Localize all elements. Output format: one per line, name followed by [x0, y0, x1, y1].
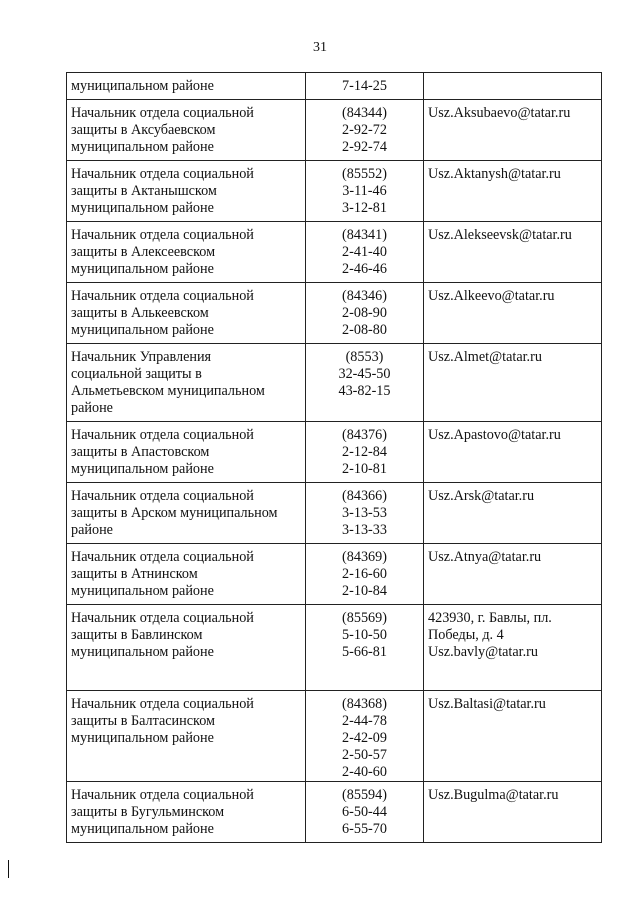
phone-number: (85594) — [342, 787, 387, 803]
table-row — [67, 544, 602, 605]
table-row — [67, 344, 602, 422]
phone-number: 2-44-78 — [342, 713, 387, 729]
phone-cell — [306, 100, 424, 161]
page-number: 31 — [313, 40, 327, 55]
department-name-line: Начальник отдела социальной — [71, 166, 254, 182]
phone-number: 2-92-72 — [342, 122, 387, 138]
department-name-line: районе — [71, 522, 113, 538]
table-row — [67, 73, 602, 100]
department-name-line: Начальник отдела социальной — [71, 105, 254, 121]
contact-line: Usz.Alekseevsk@tatar.ru — [428, 227, 572, 243]
phone-number: 2-42-09 — [342, 730, 387, 746]
contact-line: Usz.Arsk@tatar.ru — [428, 488, 535, 504]
table-row — [67, 483, 602, 544]
department-name-line: Начальник отдела социальной — [71, 427, 254, 443]
department-name-line: социальной защиты в — [71, 366, 202, 382]
contact-cell — [424, 344, 602, 422]
department-name-line: Альметьевском муниципальном — [71, 383, 265, 399]
department-name-line: Начальник отдела социальной — [71, 288, 254, 304]
phone-number: 2-08-80 — [342, 322, 387, 338]
table-row — [67, 100, 602, 161]
contact-line: Usz.bavly@tatar.ru — [428, 644, 538, 660]
department-name-line: муниципальном районе — [71, 261, 214, 277]
phone-cell — [306, 422, 424, 483]
department-name-line: Начальник отдела социальной — [71, 227, 254, 243]
department-name-cell — [67, 73, 306, 100]
phone-number: 2-16-60 — [342, 566, 387, 582]
department-name-line: муниципальном районе — [71, 730, 214, 746]
department-name-cell — [67, 222, 306, 283]
phone-number: 3-13-53 — [342, 505, 387, 521]
phone-cell — [306, 782, 424, 843]
department-name-cell — [67, 544, 306, 605]
department-name-line: защиты в Актанышском — [71, 183, 217, 199]
department-name-cell — [67, 422, 306, 483]
phone-number: 2-10-84 — [342, 583, 387, 599]
phone-number: 2-41-40 — [342, 244, 387, 260]
contact-line: 423930, г. Бавлы, пл. — [428, 610, 552, 626]
phone-number: (84376) — [342, 427, 387, 443]
phone-cell — [306, 483, 424, 544]
contacts-table — [66, 72, 602, 843]
department-name-cell — [67, 283, 306, 344]
contact-line: Usz.Apastovo@tatar.ru — [428, 427, 561, 443]
department-name-line: защиты в Арском муниципальном — [71, 505, 278, 521]
department-name-line: защиты в Апастовском — [71, 444, 210, 460]
department-name-cell — [67, 483, 306, 544]
phone-number: 6-50-44 — [342, 804, 387, 820]
phone-number: 2-46-46 — [342, 261, 387, 277]
phone-number: 3-12-81 — [342, 200, 387, 216]
phone-number: 32-45-50 — [338, 366, 391, 382]
phone-cell — [306, 283, 424, 344]
contact-cell — [424, 161, 602, 222]
department-name-line: районе — [71, 400, 113, 416]
department-name-line: защиты в Балтасинском — [71, 713, 216, 729]
table-row — [67, 605, 602, 691]
department-name-cell — [67, 344, 306, 422]
phone-number: (84368) — [342, 696, 387, 712]
phone-cell — [306, 605, 424, 691]
department-name-line: муниципальном районе — [71, 644, 214, 660]
department-name-line: муниципальном районе — [71, 821, 214, 837]
contact-cell — [424, 782, 602, 843]
department-name-line: муниципальном районе — [71, 78, 214, 94]
phone-cell — [306, 161, 424, 222]
phone-number: 5-10-50 — [342, 627, 387, 643]
table-row — [67, 161, 602, 222]
phone-cell — [306, 344, 424, 422]
department-name-line: защиты в Бугульминском — [71, 804, 225, 820]
department-name-cell — [67, 100, 306, 161]
phone-number: 6-55-70 — [342, 821, 387, 837]
phone-number: 2-10-81 — [342, 461, 387, 477]
phone-cell — [306, 73, 424, 100]
department-name-line: Начальник отдела социальной — [71, 610, 254, 626]
contact-cell — [424, 544, 602, 605]
department-name-line: муниципальном районе — [71, 583, 214, 599]
contact-line: Usz.Baltasi@tatar.ru — [428, 696, 546, 712]
department-name-cell — [67, 605, 306, 691]
contacts-table-body — [67, 73, 602, 843]
department-name-line: Начальник отдела социальной — [71, 787, 254, 803]
contact-line: Usz.Atnya@tatar.ru — [428, 549, 542, 565]
phone-cell — [306, 222, 424, 283]
table-row — [67, 782, 602, 843]
table-row — [67, 422, 602, 483]
contact-cell — [424, 283, 602, 344]
department-name-line: защиты в Атнинском — [71, 566, 198, 582]
phone-cell — [306, 691, 424, 782]
phone-number: 7-14-25 — [342, 78, 387, 94]
department-name-line: защиты в Бавлинском — [71, 627, 203, 643]
contact-cell — [424, 483, 602, 544]
department-name-line: Начальник Управления — [71, 349, 212, 365]
phone-number: (84369) — [342, 549, 387, 565]
contact-line: Usz.Aksubaevo@tatar.ru — [428, 105, 571, 121]
phone-number: 2-08-90 — [342, 305, 387, 321]
phone-number: 2-12-84 — [342, 444, 387, 460]
department-name-cell — [67, 691, 306, 782]
margin-mark — [8, 860, 9, 878]
department-name-line: Начальник отдела социальной — [71, 488, 254, 504]
contact-line: Usz.Alkeevo@tatar.ru — [428, 288, 555, 304]
department-name-line: муниципальном районе — [71, 139, 214, 155]
contact-cell — [424, 222, 602, 283]
phone-cell — [306, 544, 424, 605]
phone-number: 2-50-57 — [342, 747, 387, 763]
table-row — [67, 283, 602, 344]
phone-number: 43-82-15 — [338, 383, 391, 399]
phone-number: 3-11-46 — [342, 183, 387, 199]
contact-line: Usz.Aktanysh@tatar.ru — [428, 166, 561, 182]
contact-cell — [424, 422, 602, 483]
table-row — [67, 222, 602, 283]
department-name-line: муниципальном районе — [71, 461, 214, 477]
contact-cell — [424, 73, 602, 100]
contact-line: Usz.Almet@tatar.ru — [428, 349, 542, 365]
department-name-line: Начальник отдела социальной — [71, 696, 254, 712]
department-name-line: муниципальном районе — [71, 200, 214, 216]
phone-number: 3-13-33 — [342, 522, 387, 538]
department-name-line: защиты в Алексеевском — [71, 244, 216, 260]
department-name-line: муниципальном районе — [71, 322, 214, 338]
contact-cell — [424, 100, 602, 161]
phone-number: (8553) — [345, 349, 384, 365]
contact-line: Победы, д. 4 — [428, 627, 504, 643]
contact-line: Usz.Bugulma@tatar.ru — [428, 787, 559, 803]
department-name-line: Начальник отдела социальной — [71, 549, 254, 565]
department-name-line: защиты в Аксубаевском — [71, 122, 216, 138]
phone-number: (84366) — [342, 488, 387, 504]
department-name-cell — [67, 161, 306, 222]
contact-cell — [424, 691, 602, 782]
phone-number: (85569) — [342, 610, 387, 626]
phone-number: 2-40-60 — [342, 764, 387, 780]
phone-number: (84346) — [342, 288, 387, 304]
phone-number: 5-66-81 — [342, 644, 387, 660]
phone-number: (84341) — [342, 227, 387, 243]
table-row — [67, 691, 602, 782]
contact-cell — [424, 605, 602, 691]
department-name-line: защиты в Алькеевском — [71, 305, 209, 321]
phone-number: (85552) — [342, 166, 387, 182]
phone-number: 2-92-74 — [342, 139, 387, 155]
phone-number: (84344) — [342, 105, 387, 121]
department-name-cell — [67, 782, 306, 843]
